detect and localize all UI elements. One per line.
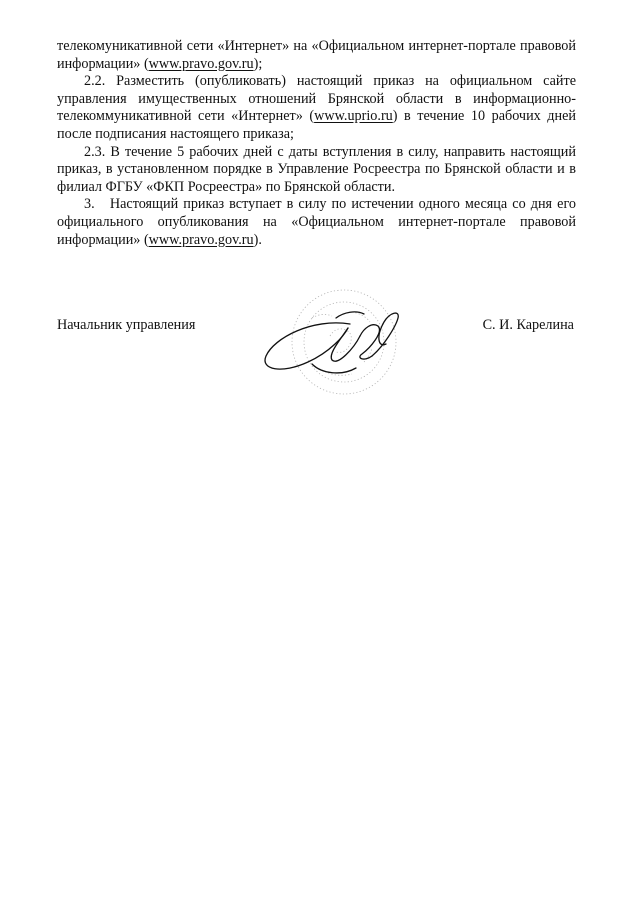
signature-icon	[252, 278, 422, 408]
stamp-icon	[292, 290, 396, 394]
url-link[interactable]: www.pravo.gov.ru	[148, 231, 254, 248]
paragraph-text: 3. Настоящий приказ вступает в силу по истечении одного месяца со дня его официального опубликования на «Официальном интернет-портале правовой информации» (	[57, 196, 576, 248]
paragraph-text: телекомуникативной сети «Интернет» на «Официальном интернет-портале правовой информации» (	[57, 38, 576, 72]
paragraph-text: );	[253, 55, 263, 72]
paragraph-text: ) в течение 10 рабочих дней после подписания настоящего приказа;	[57, 108, 576, 142]
signer-name: С. И. Карелина	[482, 317, 574, 333]
signer-title: Начальник управления	[57, 317, 196, 333]
paragraph-text: 2.2. Разместить (опубликовать) настоящий приказ на официальном сайте управления имущественных отношений Брянской области в информационно-телекоммуникативной сети «Интернет» (	[57, 73, 576, 125]
url-link[interactable]: www.uprio.ru	[314, 108, 393, 125]
document-body	[57, 38, 576, 249]
paragraph-item-3	[57, 196, 576, 249]
paragraph-text: 2.3. В течение 5 рабочих дней с даты вступления в силу, направить настоящий приказ, в установленном порядке в Управление Росреестра по Брянской области и в филиал ФГБУ «ФКП Росреестра» по Брянской области.	[57, 143, 576, 195]
paragraph-continuation	[57, 38, 576, 73]
paragraph-text: ).	[253, 231, 262, 248]
paragraph-item-2-3	[57, 144, 576, 197]
paragraph-item-2-2	[57, 73, 576, 143]
url-link[interactable]: www.pravo.gov.ru	[148, 55, 254, 72]
signature-ink	[265, 312, 398, 373]
